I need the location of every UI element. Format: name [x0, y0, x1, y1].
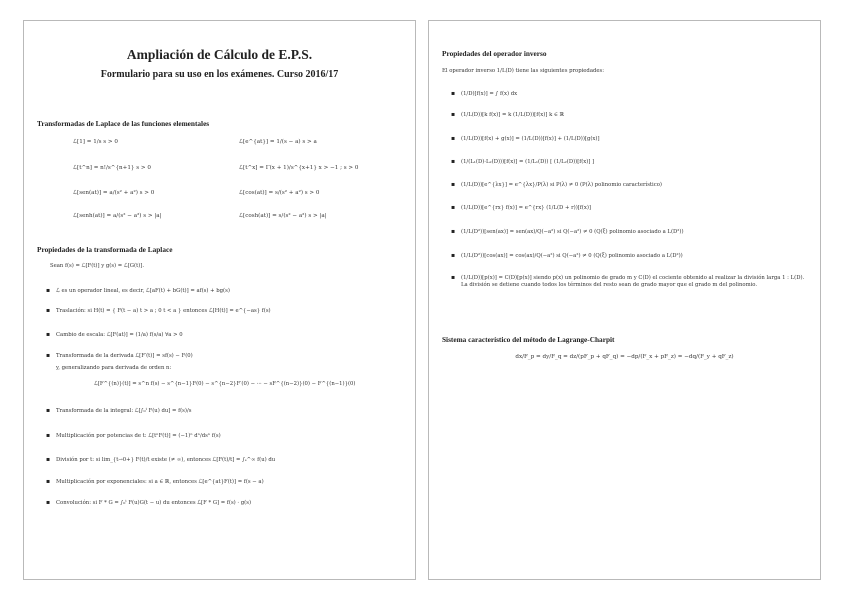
formula-laplace-tx: ℒ[t^x] = Γ(x + 1)/s^{x+1} x > −1 ; s > 0	[239, 165, 359, 171]
inverse-item-product: ▪ (1/(L₁(D)·L₂(D)))[f(x)] = (1/L₁(D)) [ (1/L₂(D))[f(x)] ]	[461, 159, 594, 165]
formula-laplace-1: ℒ[1] = 1/s s > 0	[73, 139, 118, 145]
inverse-item-exp-shift: ▪ (1/L(D))[e^{rx} f(x)] = e^{rx} (1/L(D + r))[f(x)]	[461, 205, 591, 211]
property-exponential: ▪ Multiplicación por exponenciales: si a ∈ ℝ, entonces ℒ[e^{at}F(t)] = f(s − a)	[56, 479, 264, 485]
property-integral: ▪ Transformada de la integral: ℒ[∫₀ᵗ F(u) du] = f(s)/s	[56, 408, 191, 414]
inverse-item-exponential: ▪ (1/L(D))[e^{λx}] = e^{λx}/P(λ) si P(λ) ≠ 0 (P(λ) polinomio característico)	[461, 182, 662, 188]
section-heading-properties: Propiedades de la transformada de Laplace	[37, 245, 173, 254]
left-page	[23, 20, 416, 580]
formula-laplace-exp: ℒ[e^{at}] = 1/(s − a) s > a	[239, 139, 317, 145]
inverse-item-cosine: ▪ (1/L(D²))[cos(ax)] = cos(ax)/Q(−a²) si Q(−a²) ≠ 0 (Q(ξ) polinomio asociado a L(D²))	[461, 253, 683, 259]
property-linear: ▪ ℒ es un operador lineal, es decir, ℒ[aF(t) + bG(t)] = af(s) + bg(s)	[56, 288, 230, 294]
section-heading-laplace: Transformadas de Laplace de las funciones elementales	[37, 119, 210, 128]
inverse-intro: El operador inverso 1/L(D) tiene las siguientes propiedades:	[442, 68, 605, 74]
formula-laplace-cos: ℒ[cos(at)] = s/(s² + a²) s > 0	[239, 190, 320, 196]
lagrange-charpit-system: dx/F_p = dy/F_q = dz/(pF_p + qF_q) = −dp/(F_x + pF_z) = −dq/(F_y + qF_z)	[515, 354, 734, 360]
inverse-item-integral: ▪ (1/D)[f(x)] = ∫ f(x) dx	[461, 91, 517, 97]
inverse-item-sum: ▪ (1/L(D))[f(x) + g(x)] = (1/L(D))[f(x)] + (1/L(D))[g(x)]	[461, 136, 600, 142]
property-derivative: ▪ Transformada de la derivada ℒ[F′(t)] = sf(s) − F(0)	[56, 353, 193, 359]
formula-laplace-tn: ℒ[t^n] = n!/s^{n+1} s > 0	[73, 165, 151, 171]
property-convolution: ▪ Convolución: si F * G = ∫₀ᵗ F(u)G(t − u) du entonces ℒ[F * G] = f(s) · g(s)	[56, 500, 251, 506]
property-derivative-order-n: ℒ[F^{(n)}(t)] = s^n f(s) − s^{n−1}F(0) − s^{n−2}F′(0) − ··· − sF^{(n−2)}(0) − F^{(n−1)}(0)	[94, 381, 356, 387]
inverse-item-scalar: ▪ (1/L(D))[k f(x)] = k (1/L(D))[f(x)] k ∈ ℝ	[461, 112, 564, 118]
formula-laplace-sen: ℒ[sen(at)] = a/(s² + a²) s > 0	[73, 190, 155, 196]
properties-intro: Sean f(s) = ℒ[F(t)] y g(s) = ℒ[G(t)].	[50, 263, 145, 269]
property-translation: ▪ Traslación: si H(t) = { F(t − a) t > a ; 0 t < a } entonces ℒ[H(t)] = e^{−as} f(s)	[56, 308, 271, 314]
formula-laplace-senh: ℒ[senh(at)] = a/(s² − a²) s > |a|	[73, 213, 162, 219]
document-subtitle: Formulario para su uso en los exámenes. Curso 2016/17	[100, 69, 339, 80]
property-multiplication-t: ▪ Multiplicación por potencias de t: ℒ[tⁿF(t)] = (−1)ⁿ dⁿ/dsⁿ f(s)	[56, 433, 221, 439]
property-derivative-note: y, generalizando para derivada de orden n:	[56, 365, 172, 371]
section-heading-inverse: Propiedades del operador inverso	[442, 49, 547, 58]
formula-laplace-cosh: ℒ[cosh(at)] = s/(s² − a²) s > |a|	[239, 213, 327, 219]
document-title: Ampliación de Cálculo de E.P.S.	[126, 47, 313, 62]
section-heading-lagrange-charpit: Sistema característico del método de Lagrange-Charpit	[442, 335, 615, 344]
right-page	[428, 20, 821, 580]
property-scale: ▪ Cambio de escala: ℒ[F(at)] = (1/a) f(s/a) ∀a > 0	[56, 332, 183, 338]
inverse-item-polynomial: ▪ (1/L(D))[p(x)] = C(D)[p(x)] siendo p(x) un polinomio de grado m y C(D) el cociente obtenido al realizar la división larga 1 : L(D). La división se detiene cuando todos los términos del resto sean de grado mayor que el grado m del polinomio.	[461, 275, 806, 289]
property-division-t: ▪ División por t: si lim_{t→0+} F(t)/t existe (≠ ∞), entonces ℒ[F(t)/t] = ∫ₛ^∞ f(u) du	[56, 457, 275, 463]
inverse-item-sine: ▪ (1/L(D²))[sen(ax)] = sen(ax)/Q(−a²) si Q(−a²) ≠ 0 (Q(ξ) polinomio asociado a L(D²))	[461, 229, 684, 235]
